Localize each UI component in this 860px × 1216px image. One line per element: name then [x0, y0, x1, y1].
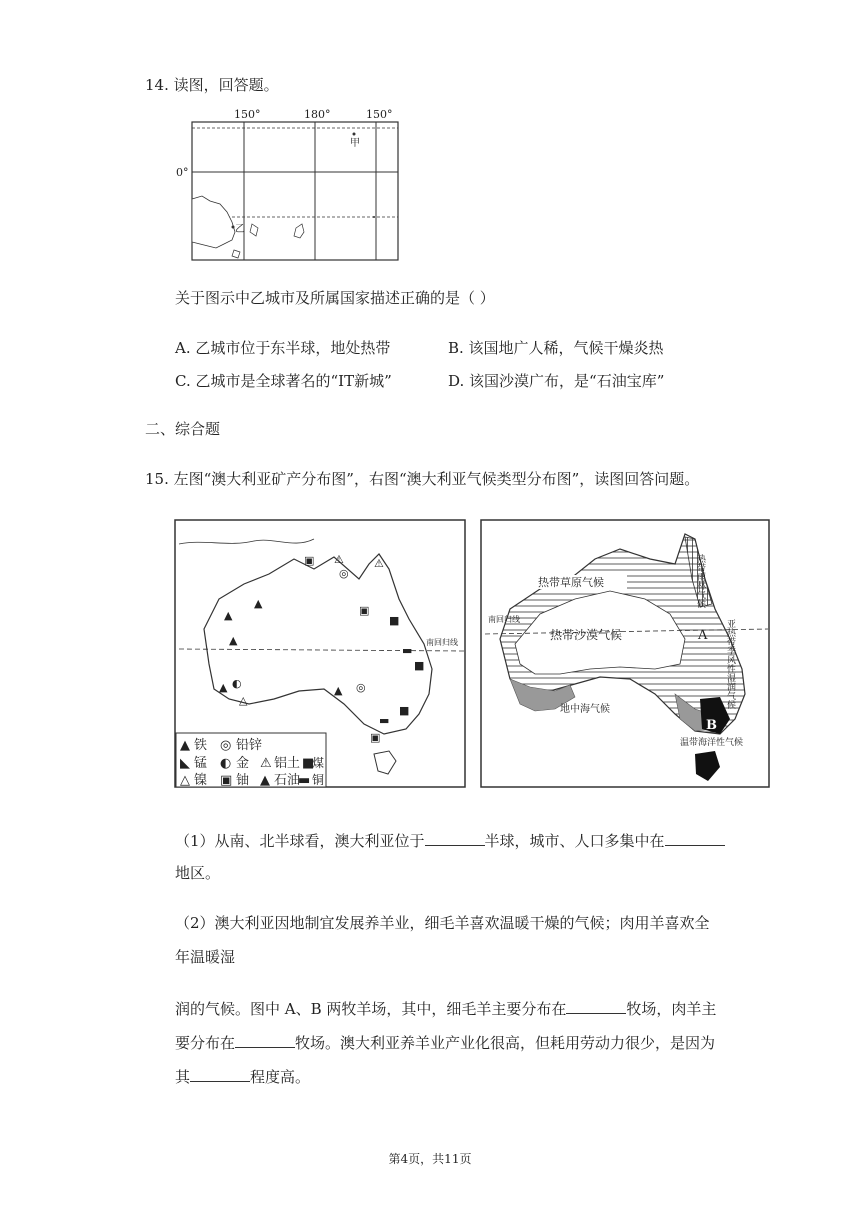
svg-text:■: ■: [414, 659, 425, 672]
lon-label-150e: 150°: [366, 108, 393, 121]
svg-text:▣: ▣: [359, 604, 370, 617]
legend-symbol: ■: [302, 756, 315, 771]
legend-symbol: ◐: [220, 756, 232, 771]
humid-subtropical-label: 亚热带季风性湿润气候: [725, 619, 735, 709]
legend-symbol: ◎: [220, 738, 232, 753]
answer-blank[interactable]: [425, 832, 485, 846]
legend-symbol: ◣: [180, 756, 190, 771]
lon-label-150w: 150°: [234, 108, 261, 121]
lon-label-180: 180°: [304, 108, 331, 121]
question-14-title: 14. 读图，回答题。: [145, 76, 279, 94]
legend-label: 镍: [194, 773, 208, 788]
legend-symbol: ▣: [220, 773, 233, 788]
legend-label: 铀: [236, 773, 250, 788]
question-15-part-2-line2: 要分布在 牧场。澳大利亚养羊业产业化很高，但耗用劳动力很少，是因为: [175, 1034, 716, 1052]
legend-symbol: ▲: [180, 738, 190, 753]
right-tropic-label: 南回归线: [488, 615, 520, 624]
question-15-part-2: （2）澳大利亚因地制宜发展养羊业，细毛羊喜欢温暖干燥的气候；肉用羊喜欢全: [175, 914, 710, 932]
ranch-b-label: B: [706, 718, 717, 733]
answer-blank[interactable]: [665, 832, 725, 846]
svg-text:▲: ▲: [224, 609, 233, 622]
legend-label: 铝土: [274, 756, 301, 771]
svg-text:▲: ▲: [219, 681, 228, 694]
legend-symbol: ▲: [260, 773, 270, 788]
svg-text:⚠: ⚠: [334, 553, 344, 566]
legend-symbol: ▬: [298, 773, 311, 788]
svg-text:◐: ◐: [232, 677, 242, 690]
option-c[interactable]: C. 乙城市是全球著名的“IT新城”: [175, 372, 392, 390]
answer-blank[interactable]: [235, 1034, 295, 1048]
svg-text:▲: ▲: [334, 684, 343, 697]
svg-text:■: ■: [399, 704, 410, 717]
legend-label: 煤: [312, 756, 325, 770]
legend-label: 铅锌: [236, 738, 263, 753]
legend-symbol: △: [180, 773, 190, 788]
svg-text:▬: ▬: [379, 714, 390, 727]
option-a[interactable]: A. 乙城市位于东半球，地处热带: [175, 339, 391, 357]
svg-text:⚠: ⚠: [374, 557, 384, 570]
question-15-part-2-cont: 年温暖湿: [175, 948, 236, 966]
question-15-part-2-para: 润的气候。图中 A、B 两牧羊场，其中，细毛羊主要分布在 牧场，肉羊主: [175, 1000, 717, 1018]
left-tropic-label: 南回归线: [426, 638, 458, 647]
rainforest-label: 热带雨林气候: [695, 554, 705, 608]
city-jia-label: 甲: [350, 138, 360, 149]
australia-climate-map: [480, 519, 770, 788]
desert-label: 热带沙漠气候: [550, 628, 623, 642]
svg-text:▲: ▲: [254, 597, 263, 610]
ranch-a-label: A: [698, 628, 708, 643]
lat-label-0: 0°: [176, 166, 189, 179]
svg-text:△: △: [239, 694, 248, 707]
savanna-label: 热带草原气候: [538, 576, 604, 589]
legend-label: 石油: [274, 773, 301, 788]
question-14-stem: 关于图示中乙城市及所属国家描述正确的是（ ）: [175, 289, 495, 307]
svg-text:◎: ◎: [356, 681, 366, 694]
svg-text:▣: ▣: [304, 554, 315, 567]
svg-text:◎: ◎: [339, 567, 349, 580]
svg-text:▬: ▬: [402, 644, 413, 657]
question-15-part-1-cont: 地区。: [175, 864, 221, 882]
option-d[interactable]: D. 该国沙漠广布，是“石油宝库”: [448, 372, 665, 390]
page-footer: 第4页，共11页: [388, 1152, 472, 1166]
answer-blank[interactable]: [566, 1000, 626, 1014]
legend-label: 铁: [194, 738, 208, 753]
section-title: 二、综合题: [145, 420, 221, 438]
australia-minerals-map: [174, 519, 466, 788]
legend-symbol: ⚠: [260, 756, 272, 771]
pacific-grid-map: [172, 104, 412, 264]
svg-text:▣: ▣: [370, 731, 381, 744]
city-yi-label: 乙: [235, 224, 245, 235]
oceanic-label: 温带海洋性气候: [680, 738, 744, 748]
svg-text:▲: ▲: [229, 634, 238, 647]
option-b[interactable]: B. 该国地广人稀，气候干燥炎热: [448, 339, 664, 357]
mediterranean-label: 地中海气候: [560, 704, 610, 715]
answer-blank[interactable]: [190, 1068, 250, 1082]
question-15-title: 15. 左图“澳大利亚矿产分布图”，右图“澳大利亚气候类型分布图”，读图回答问题。: [145, 470, 700, 488]
question-15-part-1: （1）从南、北半球看，澳大利亚位于 半球，城市、人口多集中在: [175, 832, 725, 849]
legend-label: 金: [236, 756, 250, 771]
question-15-part-2-line3: 其 程度高。: [175, 1068, 311, 1086]
legend-label: 锰: [194, 756, 208, 771]
svg-text:■: ■: [389, 614, 400, 627]
legend-label: 铜: [312, 773, 325, 787]
